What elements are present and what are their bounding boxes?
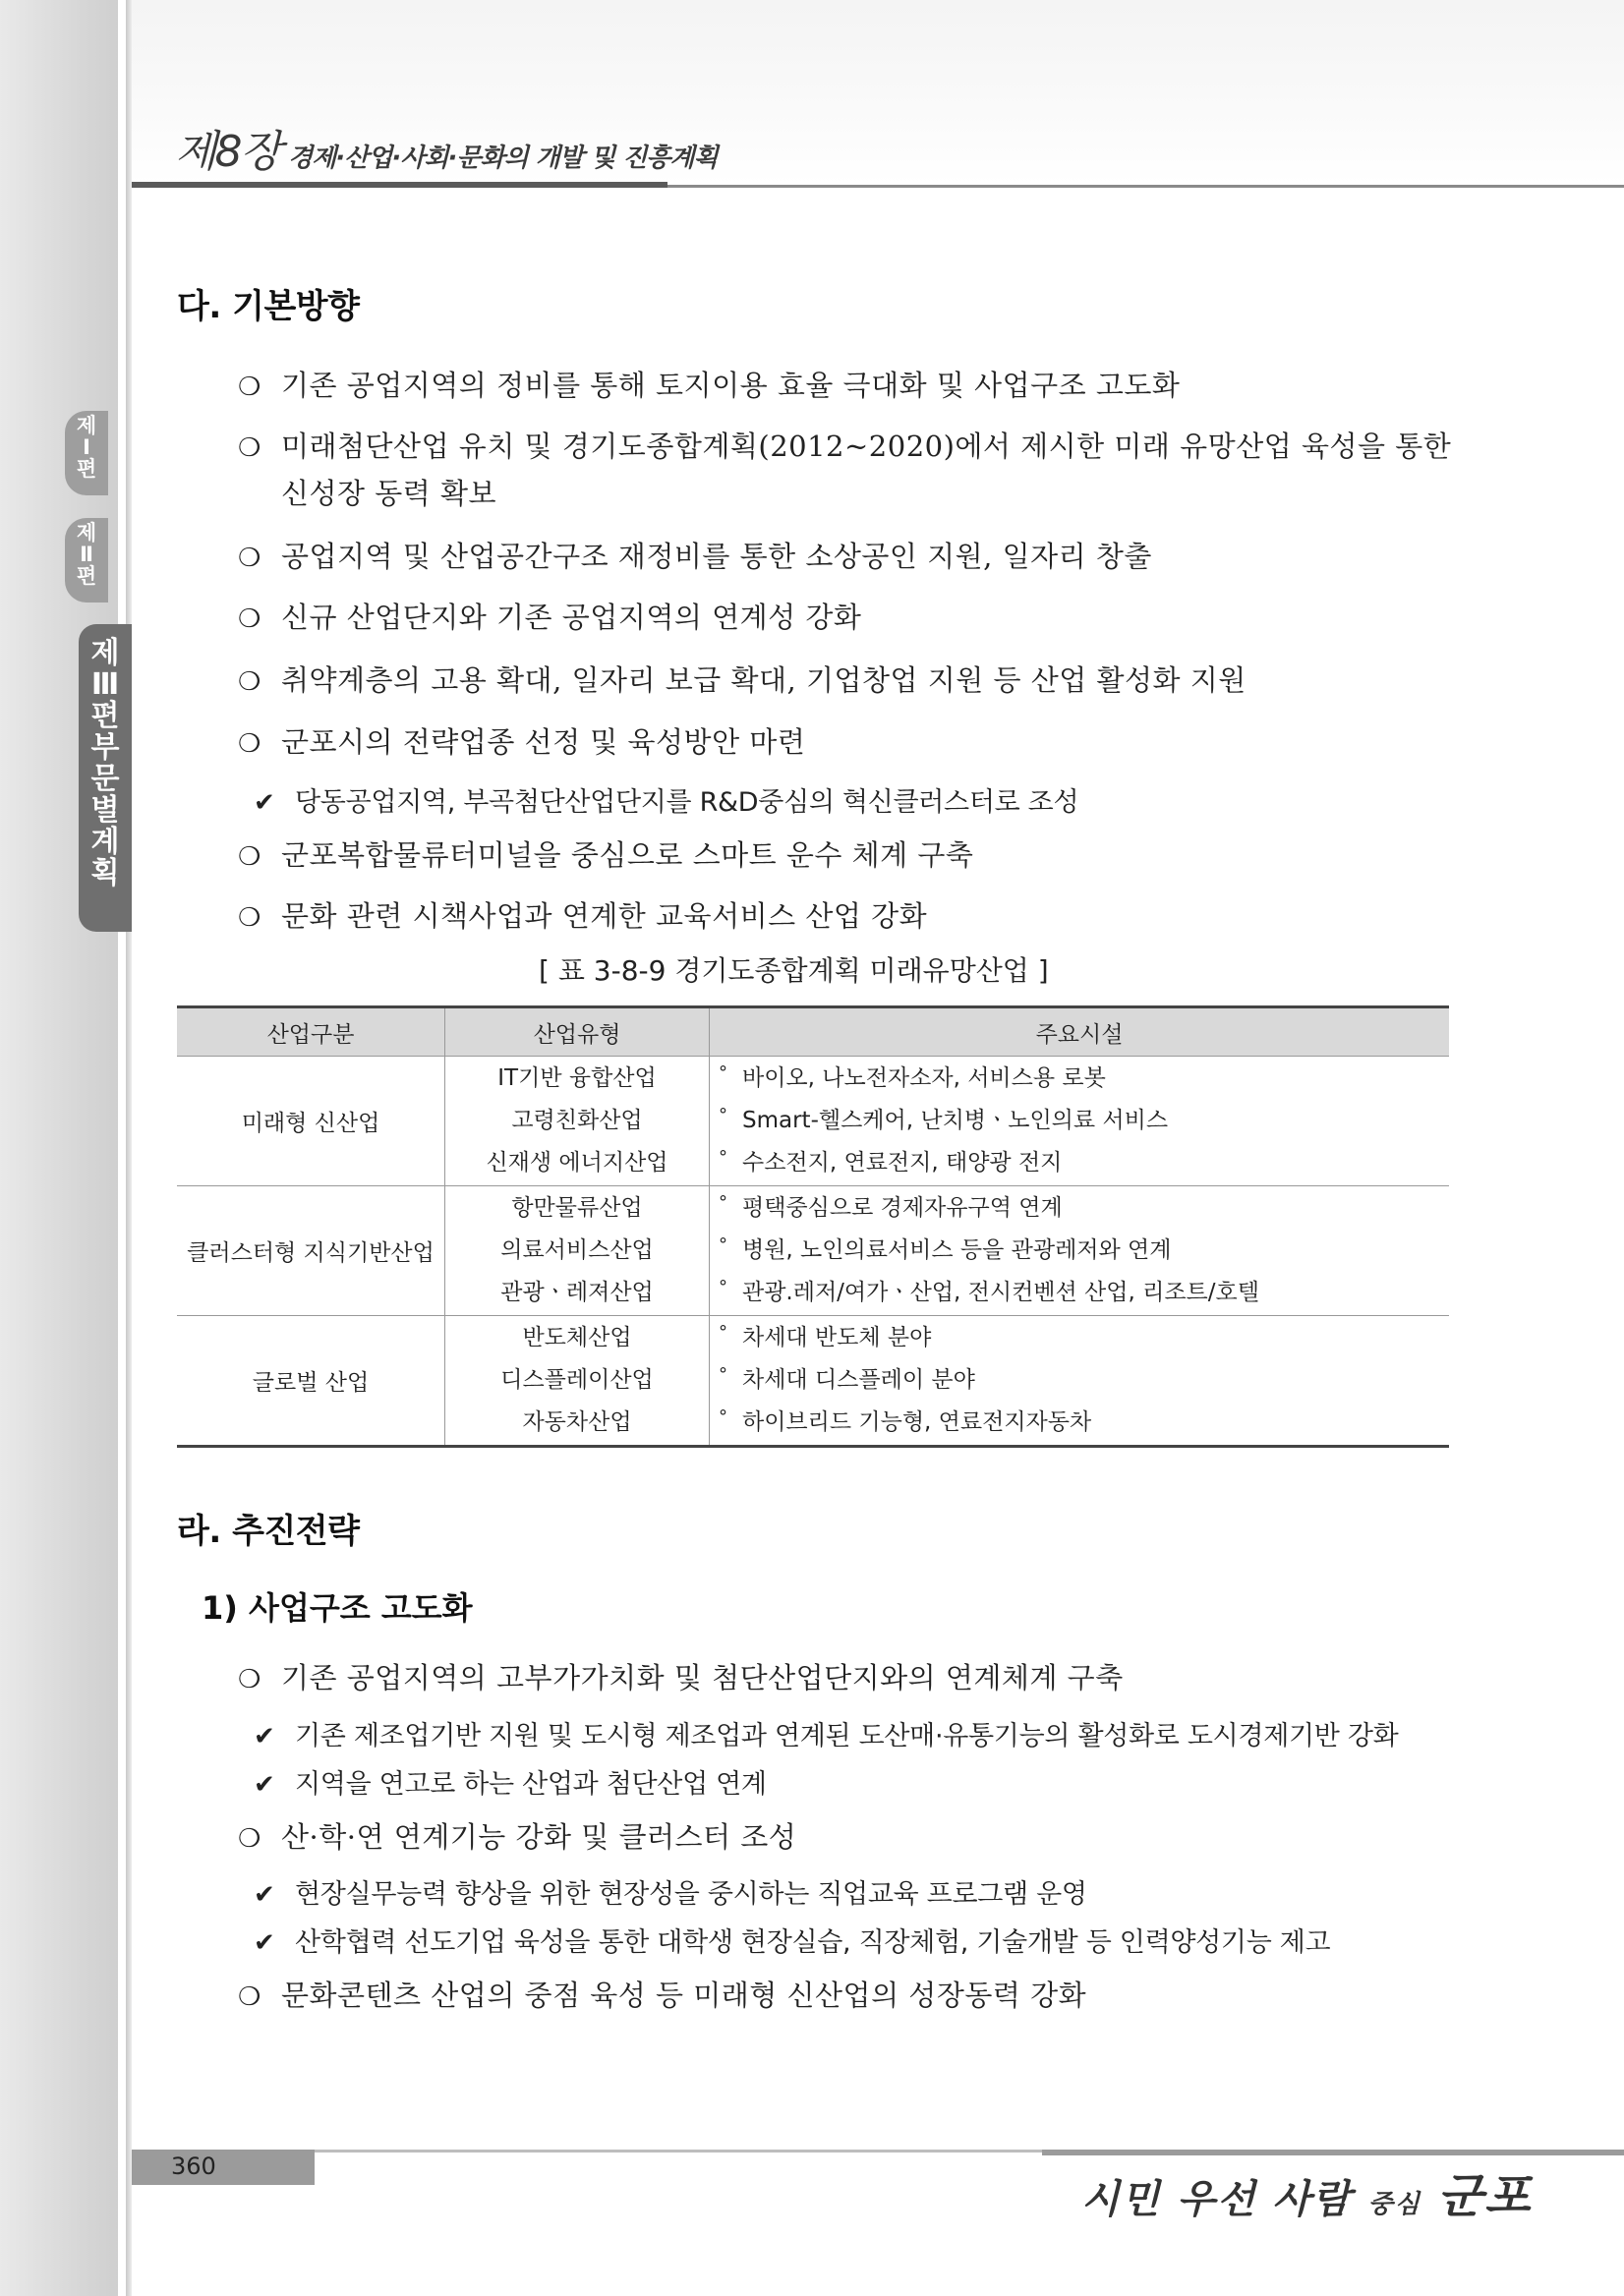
dot-bullet-icon: °: [719, 1234, 727, 1255]
facility-item: [711, 1359, 1448, 1402]
list-item: [238, 833, 973, 874]
side-tab-part3-char: 문: [90, 762, 120, 796]
side-tab-part2-char: 제: [76, 521, 97, 545]
chapter-subtitle: 경제·산업·사회·문화의 개발 및 진흥계획: [288, 144, 718, 173]
city-slogan-logo: [1081, 2158, 1533, 2226]
check-mark-icon: ✔: [254, 1770, 275, 1800]
check-item: [254, 1714, 1398, 1752]
facility-text: 하이브리드 기능형, 연료전지자동차: [742, 1409, 1092, 1435]
page-number: 360: [171, 2152, 216, 2180]
table-header-row: [177, 1007, 1449, 1057]
side-tab-part3-char: 계: [90, 825, 120, 859]
check-item: [254, 1921, 1330, 1959]
facility-item: [711, 1230, 1448, 1272]
check-item-text: 지역을 연고로 하는 산업과 첨단산업 연계: [295, 1769, 767, 1800]
side-tab-part3-char: 부: [90, 730, 120, 765]
facility-text: Smart-헬스케어, 난치병ㆍ노인의료 서비스: [742, 1108, 1169, 1133]
footer-divider: [315, 2150, 1042, 2152]
table-cell-facilities: [710, 1316, 1450, 1447]
check-item-text: 현장실무능력 향상을 위한 현장성을 중시하는 직업교육 프로그램 운영: [295, 1879, 1087, 1910]
list-item-text: 산·학·연 연계기능 강화 및 클러스터 조성: [281, 1820, 797, 1854]
check-item-text: 산학협력 선도기업 육성을 통한 대학생 현장실습, 직장체험, 기술개발 등 인력양성기능 제고: [295, 1927, 1331, 1958]
chapter-number: 제8장: [175, 127, 281, 177]
industry-type: 신재생 에너지산업: [486, 1150, 668, 1176]
list-item: [238, 659, 1247, 699]
check-item-text: 기존 제조업기반 지원 및 도시형 제조업과 연계된 도산매·유통기능의 활성화로 도시경제기반 강화: [295, 1721, 1399, 1751]
check-mark-icon: ✔: [254, 1880, 275, 1910]
future-industry-table: [177, 1005, 1449, 1448]
list-item-text: 미래첨단산업 유치 및 경기도종합계획(2012~2020)에서 제시한 미래 유망산업 육성을 통한: [281, 430, 1452, 463]
list-item-text: 기존 공업지역의 고부가가치화 및 첨단산업단지와의 연계체계 구축: [281, 1661, 1124, 1694]
side-tab-part3-char: 제: [90, 636, 120, 670]
facility-text: 수소전지, 연료전지, 태양광 전지: [742, 1150, 1063, 1176]
list-item: [238, 894, 927, 935]
facility-item: [711, 1058, 1448, 1100]
table-header-cell: 산업구분: [177, 1007, 445, 1057]
table-row: [177, 1186, 1449, 1316]
facility-text: 차세대 반도체 분야: [742, 1325, 932, 1350]
side-tab-part3-char: 획: [90, 856, 120, 890]
list-item: [238, 1656, 1124, 1696]
dot-bullet-icon: °: [719, 1192, 727, 1213]
section-heading-strategy: 라. 추진전략: [177, 1512, 360, 1551]
slogan-text: 중심: [1367, 2190, 1421, 2219]
list-item-text: 군포시의 전략업종 선정 및 육성방안 마련: [281, 725, 806, 759]
industry-type: 의료서비스산업: [500, 1237, 654, 1263]
table-cell-types: [445, 1186, 710, 1316]
facility-item: [711, 1402, 1448, 1444]
side-tab-part1-char: Ⅰ: [83, 435, 90, 459]
table-cell-types: [445, 1057, 710, 1186]
list-item-text: 신규 산업단지와 기존 공업지역의 연계성 강화: [281, 601, 862, 634]
table-caption: [ 표 3-8-9 경기도종합계획 미래유망산업 ]: [539, 954, 1049, 987]
check-item: [254, 780, 1078, 819]
circle-bullet-icon: ❍: [238, 433, 261, 463]
left-margin-strip: [0, 0, 118, 2296]
chapter-underline-accent: [132, 182, 667, 188]
side-tab-part3-active[interactable]: [79, 624, 132, 932]
slogan-city-name: 군포: [1436, 2169, 1533, 2224]
industry-type: 디스플레이산업: [500, 1367, 654, 1393]
table-cell-category: 미래형 신산업: [177, 1057, 445, 1186]
side-tab-part1-char: 편: [76, 457, 97, 481]
list-item: [238, 720, 805, 761]
list-item: [238, 425, 1451, 465]
circle-bullet-icon: ❍: [238, 1665, 261, 1694]
industry-type: 고령친화산업: [511, 1108, 643, 1133]
footer-divider-accent: [1042, 2150, 1624, 2155]
dot-bullet-icon: °: [719, 1364, 727, 1385]
section-heading-basic-direction: 다. 기본방향: [177, 287, 360, 326]
list-item-text: 공업지역 및 산업공간구조 재정비를 통한 소상공인 지원, 일자리 창출: [281, 540, 1152, 573]
side-tab-part3-char: Ⅲ: [90, 667, 120, 702]
list-item-text: 문화 관련 시책사업과 연계한 교육서비스 산업 강화: [281, 899, 928, 933]
side-tab-part2-char: Ⅱ: [80, 543, 93, 566]
list-item-text: 취약계층의 고용 확대, 일자리 보급 확대, 기업창업 지원 등 산업 활성화 지원: [281, 663, 1247, 697]
industry-type: 반도체산업: [522, 1325, 632, 1350]
list-item-text: 군포복합물류터미널을 중심으로 스마트 운수 체계 구축: [281, 838, 974, 872]
circle-bullet-icon: ❍: [238, 544, 261, 573]
table-cell-types: [445, 1316, 710, 1447]
dot-bullet-icon: °: [719, 1406, 727, 1427]
table-row: [177, 1057, 1449, 1186]
facility-item: [711, 1317, 1448, 1359]
table-cell-facilities: [710, 1057, 1450, 1186]
table-header-cell: 산업유형: [445, 1007, 710, 1057]
facility-item: [711, 1142, 1448, 1184]
side-tab-part1-char: 제: [76, 414, 97, 437]
industry-type: 자동차산업: [522, 1409, 632, 1435]
facility-text: 차세대 디스플레이 분야: [742, 1367, 975, 1393]
dot-bullet-icon: °: [719, 1147, 727, 1168]
list-item: [238, 596, 861, 636]
circle-bullet-icon: ❍: [238, 1824, 261, 1854]
table-header-cell: 주요시설: [710, 1007, 1450, 1057]
facility-text: 바이오, 나노전자소자, 서비스용 로봇: [742, 1065, 1106, 1091]
facility-text: 병원, 노인의료서비스 등을 관광레저와 연계: [742, 1237, 1172, 1263]
side-tab-part2[interactable]: [65, 518, 108, 603]
side-tab-part3-char: 별: [90, 793, 120, 828]
list-item-text: 기존 공업지역의 정비를 통해 토지이용 효율 극대화 및 사업구조 고도화: [281, 369, 1181, 402]
table-cell-category: 글로벌 산업: [177, 1316, 445, 1447]
check-item: [254, 1872, 1087, 1911]
subsection-heading: 1) 사업구조 고도화: [202, 1589, 473, 1627]
circle-bullet-icon: ❍: [238, 373, 261, 402]
side-tab-part3-char: 편: [90, 699, 120, 733]
circle-bullet-icon: ❍: [238, 729, 261, 759]
facility-text: 관광.레저/여가ㆍ산업, 전시컨벤션 산업, 리조트/호텔: [742, 1280, 1259, 1305]
circle-bullet-icon: ❍: [238, 842, 261, 872]
list-item: [238, 535, 1152, 575]
facility-text: 평택중심으로 경제자유구역 연계: [742, 1195, 1063, 1221]
check-mark-icon: ✔: [254, 1722, 275, 1751]
dot-bullet-icon: °: [719, 1062, 727, 1083]
list-item-text: 문화콘텐츠 산업의 중점 육성 등 미래형 신산업의 성장동력 강화: [281, 1979, 1087, 2012]
side-tab-part2-char: 편: [76, 564, 97, 588]
facility-item: [711, 1272, 1448, 1314]
list-item: [238, 1974, 1086, 2014]
side-tab-part1[interactable]: [65, 411, 108, 495]
check-item-text: 당동공업지역, 부곡첨단산업단지를 R&D중심의 혁신클러스터로 조성: [295, 787, 1079, 818]
circle-bullet-icon: ❍: [238, 604, 261, 634]
industry-type: IT기반 융합산업: [497, 1065, 657, 1091]
industry-type: 항만물류산업: [511, 1195, 643, 1221]
facility-item: [711, 1187, 1448, 1230]
table-cell-category: 클러스터형 지식기반산업: [177, 1186, 445, 1316]
slogan-text: 시민 우선 사람: [1081, 2176, 1353, 2222]
industry-type: 관광ㆍ레져산업: [500, 1280, 654, 1305]
left-margin-edge: [126, 0, 132, 2296]
dot-bullet-icon: °: [719, 1277, 727, 1297]
footer-page-tab: [132, 2150, 315, 2185]
list-item: [238, 364, 1180, 404]
chapter-title: [175, 116, 718, 179]
circle-bullet-icon: ❍: [238, 903, 261, 933]
dot-bullet-icon: °: [719, 1322, 727, 1343]
check-mark-icon: ✔: [254, 788, 275, 818]
dot-bullet-icon: °: [719, 1105, 727, 1125]
list-item-continuation: 신성장 동력 확보: [281, 477, 497, 510]
table-cell-facilities: [710, 1186, 1450, 1316]
list-item: [238, 1815, 796, 1856]
circle-bullet-icon: ❍: [238, 667, 261, 697]
facility-item: [711, 1100, 1448, 1142]
check-mark-icon: ✔: [254, 1928, 275, 1958]
check-item: [254, 1762, 767, 1801]
table-row: [177, 1316, 1449, 1447]
circle-bullet-icon: ❍: [238, 1982, 261, 2012]
